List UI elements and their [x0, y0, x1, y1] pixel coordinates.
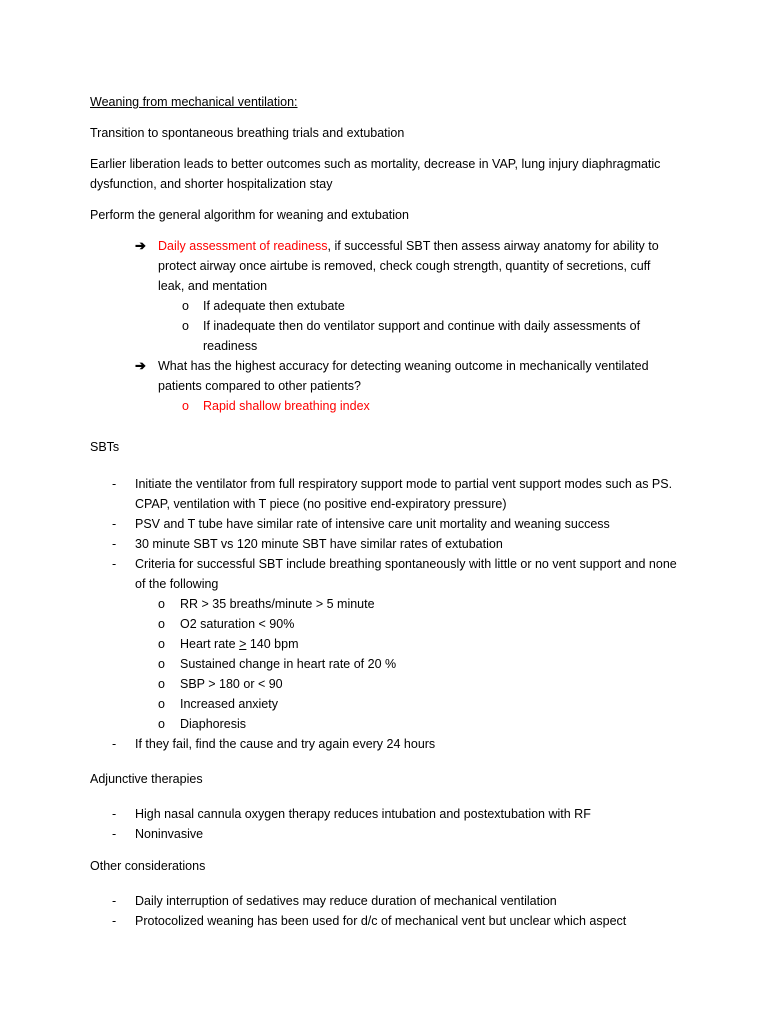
algorithm-list [90, 236, 680, 416]
circle-bullet-icon: o [158, 657, 165, 671]
dash-bullet-icon: - [112, 737, 117, 751]
item-text: PSV and T tube have similar rate of intensive care unit mortality and weaning success [135, 517, 610, 531]
list-item [90, 674, 680, 694]
item-text: 30 minute SBT vs 120 minute SBT have similar rates of extubation [135, 537, 503, 551]
criteria-text: Sustained change in heart rate of 20 % [180, 657, 397, 671]
document-page [90, 92, 680, 931]
dash-bullet-icon: - [112, 517, 117, 531]
circle-bullet-icon: o [182, 299, 189, 313]
arrow-bullet-icon: ➔ [135, 238, 146, 253]
greater-equal-mark: > [239, 637, 247, 651]
item-text: High nasal cannula oxygen therapy reduces intubation and postextubation with RF [135, 807, 591, 821]
sub-item-text: If adequate then extubate [203, 299, 345, 313]
list-item [90, 804, 680, 824]
item-text: Criteria for successful SBT include breathing spontaneously with little or no vent support and none of the following [135, 557, 677, 591]
circle-bullet-icon: o [182, 319, 189, 333]
list-item [90, 654, 680, 674]
criteria-text: Diaphoresis [180, 717, 247, 731]
readiness-text: , if successful SBT then assess airway anatomy for ability to protect airway once airtube is removed, check cough strength, quantity of secretions, cuff leak, and mentation [158, 239, 659, 293]
list-item [90, 534, 680, 554]
list-item [90, 514, 680, 534]
criteria-text: Heart rate [180, 637, 240, 651]
circle-bullet-icon: o [158, 717, 165, 731]
arrow-bullet-icon: ➔ [135, 358, 146, 373]
circle-bullet-icon: o [158, 677, 165, 691]
list-item [90, 891, 680, 911]
circle-bullet-icon: o [158, 697, 165, 711]
dash-bullet-icon: - [112, 807, 117, 821]
circle-bullet-icon: o [158, 637, 165, 651]
highlight-readiness: Daily assessment of readiness [158, 239, 328, 253]
list-item [90, 296, 680, 316]
criteria-text: SBP > 180 or < 90 [180, 677, 283, 691]
paragraph-earlier-liberation: Earlier liberation leads to better outcomes such as mortality, decrease in VAP, lung injury diaphragmatic dysfunction, and shorter hospitalization stay [90, 157, 661, 191]
sub-item-text: If inadequate then do ventilator support and continue with daily assessments of readiness [203, 319, 641, 353]
paragraph-transition: Transition to spontaneous breathing trials and extubation [90, 126, 405, 140]
list-item [90, 824, 680, 844]
list-item [90, 396, 680, 416]
section-heading-sbts: SBTs [90, 440, 120, 454]
criteria-text: O2 saturation < 90% [180, 617, 295, 631]
list-item [90, 594, 680, 614]
circle-bullet-icon: o [158, 617, 165, 631]
dash-bullet-icon: - [112, 827, 117, 841]
list-item [90, 911, 680, 931]
list-item [90, 356, 680, 396]
question-text: What has the highest accuracy for detecting weaning outcome in mechanically ventilated patients compared to other patients? [158, 359, 649, 393]
dash-bullet-icon: - [112, 537, 117, 551]
list-item [90, 714, 680, 734]
item-text: Protocolized weaning has been used for d/c of mechanical vent but unclear which aspect [135, 914, 627, 928]
list-item [90, 554, 680, 594]
list-item [90, 316, 680, 356]
section-heading-adjunctive: Adjunctive therapies [90, 772, 203, 786]
list-item [90, 614, 680, 634]
dash-bullet-icon: - [112, 477, 117, 491]
criteria-text: 140 bpm [246, 637, 299, 651]
criteria-text: RR > 35 breaths/minute > 5 minute [180, 597, 375, 611]
answer-text: Rapid shallow breathing index [203, 399, 370, 413]
list-item [90, 694, 680, 714]
document-title: Weaning from mechanical ventilation: [90, 95, 298, 109]
dash-bullet-icon: - [112, 914, 117, 928]
item-text: If they fail, find the cause and try again every 24 hours [135, 737, 436, 751]
list-item [90, 734, 680, 754]
dash-bullet-icon: - [112, 894, 117, 908]
paragraph-algorithm: Perform the general algorithm for weaning and extubation [90, 208, 409, 222]
dash-bullet-icon: - [112, 557, 117, 571]
adjunctive-list [90, 804, 680, 844]
list-item [90, 634, 680, 654]
item-text: Noninvasive [135, 827, 204, 841]
section-heading-other: Other considerations [90, 859, 206, 873]
circle-bullet-icon: o [158, 597, 165, 611]
list-item [90, 236, 680, 296]
list-item [90, 474, 680, 514]
circle-bullet-icon: o [182, 399, 189, 413]
sbts-list [90, 474, 680, 754]
item-text: Initiate the ventilator from full respiratory support mode to partial vent support modes such as PS. CPAP, ventilation with T piece (no positive end-expiratory pressure) [135, 477, 673, 511]
other-list [90, 891, 680, 931]
item-text: Daily interruption of sedatives may reduce duration of mechanical ventilation [135, 894, 557, 908]
criteria-text: Increased anxiety [180, 697, 278, 711]
